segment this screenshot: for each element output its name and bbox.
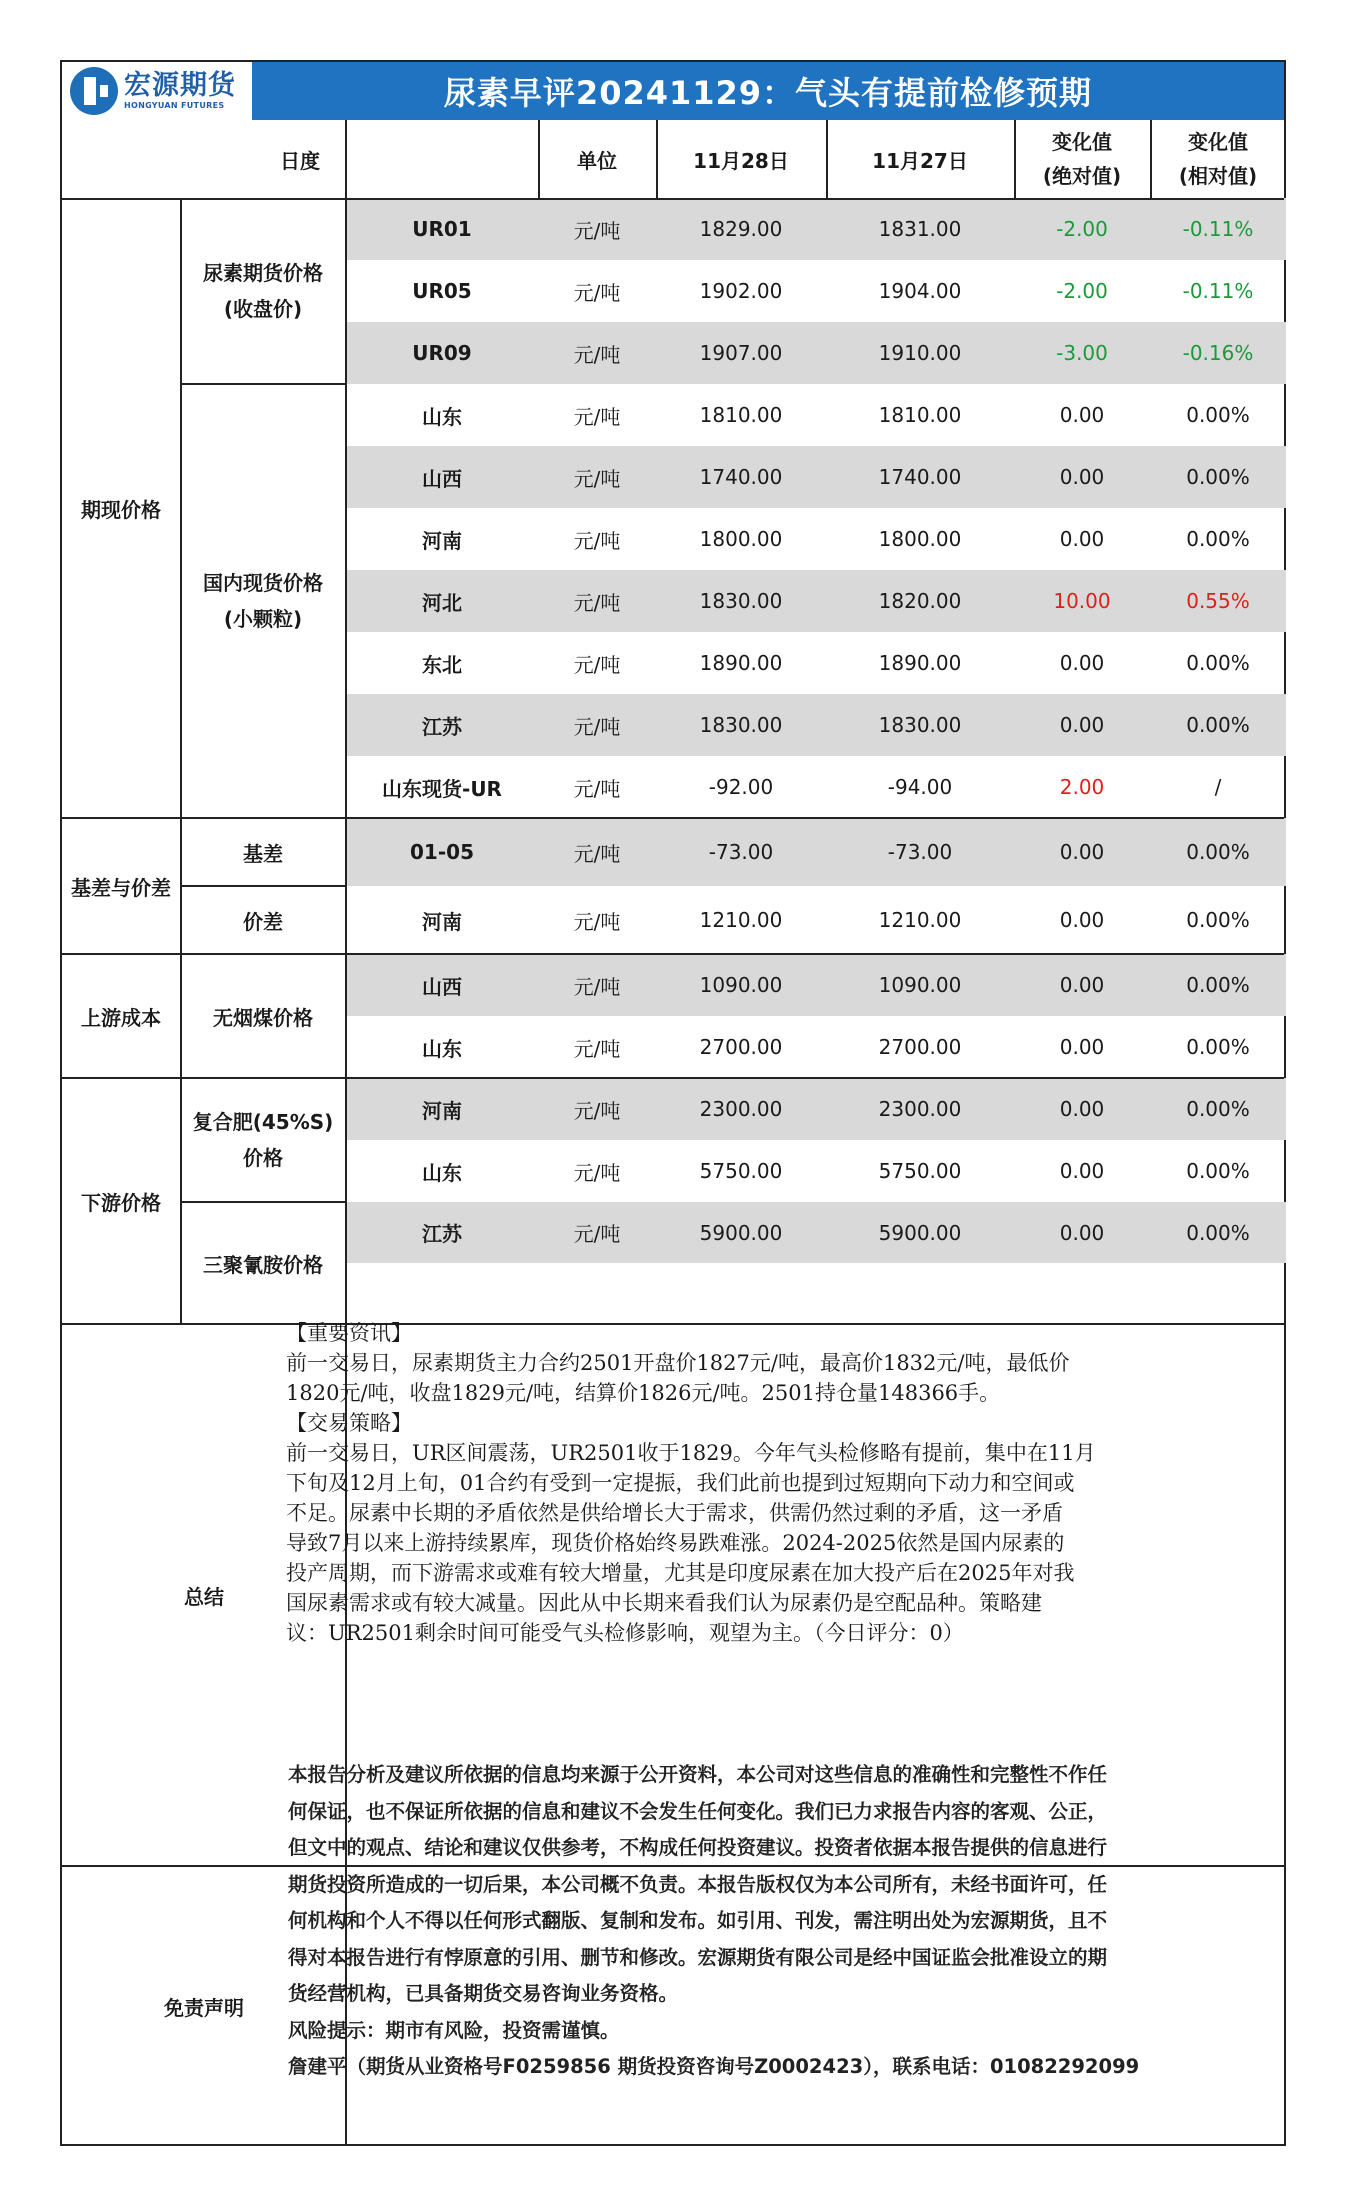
logo-cn: 宏源期货 — [124, 70, 236, 101]
cell-unit: 元/吨 — [573, 466, 621, 491]
col-rel-sub: (相对值) — [1178, 164, 1258, 188]
cell-abs: 0.00 — [1059, 973, 1105, 997]
logo-icon — [70, 67, 118, 115]
cell-d2: 1831.00 — [878, 217, 962, 241]
cell-d2: -94.00 — [887, 775, 953, 799]
cell-abs: 10.00 — [1053, 589, 1111, 613]
cell-d1: 1090.00 — [699, 973, 783, 997]
cell-d2: 1820.00 — [878, 589, 962, 613]
cell-rel: 0.00% — [1186, 973, 1250, 997]
cell-d1: 1810.00 — [699, 403, 783, 427]
cell-d1: -73.00 — [708, 840, 774, 864]
section-basis: 基差与价差 — [71, 875, 171, 900]
cell-rel: 0.00% — [1186, 403, 1250, 427]
company-logo — [62, 62, 252, 120]
cell-unit: 元/吨 — [573, 776, 621, 801]
cell-name: 东北 — [422, 652, 462, 677]
cell-d2: 2700.00 — [878, 1035, 962, 1059]
cell-unit: 元/吨 — [573, 909, 621, 934]
label-basis: 基差 — [243, 841, 283, 866]
cell-d1: 1902.00 — [699, 279, 783, 303]
compound-sub: 价格 — [243, 1146, 283, 1170]
cell-name: 山东现货-UR — [382, 776, 502, 801]
cell-name: 山西 — [422, 466, 462, 491]
label-anthracite: 无烟煤价格 — [213, 1005, 313, 1030]
cell-d2: -73.00 — [887, 840, 953, 864]
cell-rel: 0.00% — [1186, 1159, 1250, 1183]
group-futures — [180, 198, 346, 384]
col-rel-change — [1150, 120, 1286, 198]
label-spread: 价差 — [243, 909, 283, 934]
col-date: 日度 — [280, 148, 320, 173]
group-spot-sub: (小颗粒) — [223, 607, 303, 631]
cell-rel: 0.00% — [1186, 908, 1250, 932]
cell-d1: 2300.00 — [699, 1097, 783, 1121]
cell-d2: 1800.00 — [878, 527, 962, 551]
cell-d2: 1910.00 — [878, 341, 962, 365]
label-compound-fertilizer — [180, 1078, 346, 1202]
cell-unit: 元/吨 — [573, 1160, 621, 1185]
cell-unit: 元/吨 — [573, 714, 621, 739]
cell-d2: 1904.00 — [878, 279, 962, 303]
cell-name: 河南 — [422, 1098, 462, 1123]
cell-d1: 1210.00 — [699, 908, 783, 932]
cell-abs: 0.00 — [1059, 403, 1105, 427]
cell-abs: 2.00 — [1059, 775, 1105, 799]
cell-name: 山西 — [422, 974, 462, 999]
label-summary: 总结 — [184, 1584, 224, 1609]
disclaimer-line: 风险提示：期市有风险，投资需谨慎。 — [288, 2018, 620, 2042]
cell-unit: 元/吨 — [573, 590, 621, 615]
col-abs-sub: (绝对值) — [1042, 164, 1122, 188]
cell-d2: 1830.00 — [878, 713, 962, 737]
cell-abs: 0.00 — [1059, 713, 1105, 737]
cell-d1: 1800.00 — [699, 527, 783, 551]
cell-rel: 0.00% — [1186, 465, 1250, 489]
cell-rel: 0.00% — [1186, 1097, 1250, 1121]
cell-unit: 元/吨 — [573, 342, 621, 367]
label-disclaimer: 免责声明 — [164, 1995, 244, 2020]
disclaimer-line: 货经营机构，已具备期货交易咨询业务资格。 — [288, 1982, 679, 2005]
cell-abs: -2.00 — [1056, 279, 1108, 303]
cell-rel: -0.16% — [1182, 341, 1254, 365]
compound-label: 复合肥(45%S) — [192, 1110, 334, 1134]
cell-unit: 元/吨 — [573, 652, 621, 677]
cell-d1: 5750.00 — [699, 1159, 783, 1183]
disclaimer-line: 何保证，也不保证所依据的信息和建议不会发生任何变化。我们已力求报告内容的客观、公正， — [288, 1799, 1108, 1823]
col-d2: 11月27日 — [872, 148, 968, 173]
cell-abs: 0.00 — [1059, 1220, 1105, 1245]
disclaimer-line: 但文中的观点、结论和建议仅供参考，不构成任何投资建议。投资者依据本报告提供的信息进行 — [288, 1836, 1108, 1859]
cell-name: 江苏 — [422, 1222, 462, 1246]
group-futures-label: 尿素期货价格 — [203, 261, 323, 285]
report-title: 尿素早评20241129：气头有提前检修预期 — [252, 62, 1284, 120]
cell-rel: 0.00% — [1186, 713, 1250, 737]
cell-rel: / — [1214, 775, 1222, 799]
cell-d2: 1810.00 — [878, 403, 962, 427]
cell-d1: -92.00 — [708, 775, 774, 799]
cell-unit: 元/吨 — [573, 1098, 621, 1123]
cell-abs: 0.00 — [1059, 1159, 1105, 1183]
cell-d1: 1740.00 — [699, 465, 783, 489]
cell-rel: 0.00% — [1186, 527, 1250, 551]
cell-d2: 5750.00 — [878, 1159, 962, 1183]
cell-abs: -3.00 — [1056, 341, 1108, 365]
cell-d1: 1890.00 — [699, 651, 783, 675]
label-melamine: 三聚氰胺价格 — [203, 1252, 323, 1277]
col-abs-label: 变化值 — [1052, 130, 1112, 154]
cell-abs: 0.00 — [1059, 1097, 1105, 1121]
cell-d2: 1740.00 — [878, 465, 962, 489]
logo-en: HONGYUAN FUTURES — [124, 101, 225, 110]
cell-d1: 2700.00 — [699, 1035, 783, 1059]
cell-name: UR05 — [412, 279, 472, 303]
cell-rel: 0.00% — [1186, 1220, 1250, 1245]
cell-d2: 1090.00 — [878, 973, 962, 997]
disclaimer-line: 本报告分析及建议所依据的信息均来源于公开资料，本公司对这些信息的准确性和完整性不作任 — [288, 1763, 1108, 1786]
cell-d2: 5900.00 — [878, 1220, 962, 1245]
group-spot-label: 国内现货价格 — [203, 571, 323, 595]
cell-abs: 0.00 — [1059, 465, 1105, 489]
cell-name: 山东 — [422, 404, 462, 429]
col-d1: 11月28日 — [693, 148, 789, 173]
cell-d2: 1210.00 — [878, 908, 962, 932]
cell-name: 河南 — [422, 528, 462, 553]
col-unit: 单位 — [577, 148, 617, 173]
cell-name: 江苏 — [422, 714, 462, 739]
disclaimer-line: 期货投资所造成的一切后果，本公司概不负责。本报告版权仅为本公司所有，未经书面许可，任 — [288, 1872, 1108, 1896]
cell-name: 山东 — [422, 1036, 462, 1061]
cell-unit: 元/吨 — [573, 1036, 621, 1061]
group-futures-sub: (收盘价) — [223, 297, 303, 321]
cell-unit: 元/吨 — [573, 404, 621, 429]
cell-unit: 元/吨 — [573, 1222, 621, 1246]
cell-abs: 0.00 — [1059, 840, 1105, 864]
section-upstream: 上游成本 — [81, 1005, 161, 1030]
cell-d1: 1907.00 — [699, 341, 783, 365]
cell-d1: 1830.00 — [699, 713, 783, 737]
cell-unit: 元/吨 — [573, 280, 621, 305]
cell-name: UR09 — [412, 341, 472, 365]
cell-name: 01-05 — [410, 840, 474, 864]
cell-d1: 1829.00 — [699, 217, 783, 241]
cell-d1: 5900.00 — [699, 1220, 783, 1245]
cell-abs: 0.00 — [1059, 1035, 1105, 1059]
cell-d2: 2300.00 — [878, 1097, 962, 1121]
cell-unit: 元/吨 — [573, 218, 621, 243]
disclaimer-text — [288, 1757, 1218, 2086]
section-spot-futures: 期现价格 — [81, 497, 161, 522]
cell-d2: 1890.00 — [878, 651, 962, 675]
cell-rel: -0.11% — [1182, 217, 1254, 241]
cell-name: 河南 — [422, 909, 462, 934]
cell-abs: -2.00 — [1056, 217, 1108, 241]
cell-rel: 0.00% — [1186, 651, 1250, 675]
section-downstream: 下游价格 — [81, 1190, 161, 1215]
summary-text: 【重要资讯】 前一交易日，尿素期货主力合约2501开盘价1827元/吨，最高价1832元/吨，最低价 1820元/吨，收盘1829元/吨，结算价1826元/吨。2501持仓量148366手。 【交易策略】 前一交易日，UR区间震荡，UR2501收于1829。今年气头检修略有提前，集中在11月 下旬及12月上旬，01合约有受到一定提振，我们此前也提到过短期向下动力和空间或 不足。尿素中长期的矛盾依然是供给增长大于需求，供需仍然过剩的矛盾，这一矛盾 导致7月以来上游持续累库，现货价格始终易跌难涨。2024-2025依然是国内尿素的 投产周期，而下游需求或难有较大增量，尤其是印度尿素在加大投产后在2025年对我 国尿素需求或有较大减量。因此从中长期来看我们认为尿素仍是空配品种。策略建 议：UR2501剩余时间可能受气头检修影响，观望为主。（今日评分：0） — [286, 1321, 1096, 1645]
cell-name: 山东 — [422, 1160, 462, 1185]
cell-abs: 0.00 — [1059, 908, 1105, 932]
disclaimer-line: 何机构和个人不得以任何形式翻版、复制和发布。如引用、刊发，需注明出处为宏源期货，且不 — [288, 1909, 1108, 1932]
cell-rel: 0.00% — [1186, 840, 1250, 864]
cell-d1: 1830.00 — [699, 589, 783, 613]
col-abs-change — [1014, 120, 1150, 198]
cell-abs: 0.00 — [1059, 651, 1105, 675]
cell-rel: 0.55% — [1186, 589, 1250, 613]
group-spot — [180, 384, 346, 818]
cell-unit: 元/吨 — [573, 841, 621, 866]
cell-name: UR01 — [412, 217, 472, 241]
col-rel-label: 变化值 — [1188, 130, 1248, 154]
disclaimer-line: 得对本报告进行有悖原意的引用、删节和修改。宏源期货有限公司是经中国证监会批准设立的期 — [288, 1945, 1108, 1969]
disclaimer-line: 詹建平（期货从业资格号F0259856 期货投资咨询号Z0002423），联系电话：01082292099 — [288, 2055, 1140, 2078]
cell-unit: 元/吨 — [573, 528, 621, 553]
cell-name: 河北 — [422, 590, 462, 615]
cell-rel: 0.00% — [1186, 1035, 1250, 1059]
cell-rel: -0.11% — [1182, 279, 1254, 303]
cell-abs: 0.00 — [1059, 527, 1105, 551]
cell-unit: 元/吨 — [573, 974, 621, 999]
